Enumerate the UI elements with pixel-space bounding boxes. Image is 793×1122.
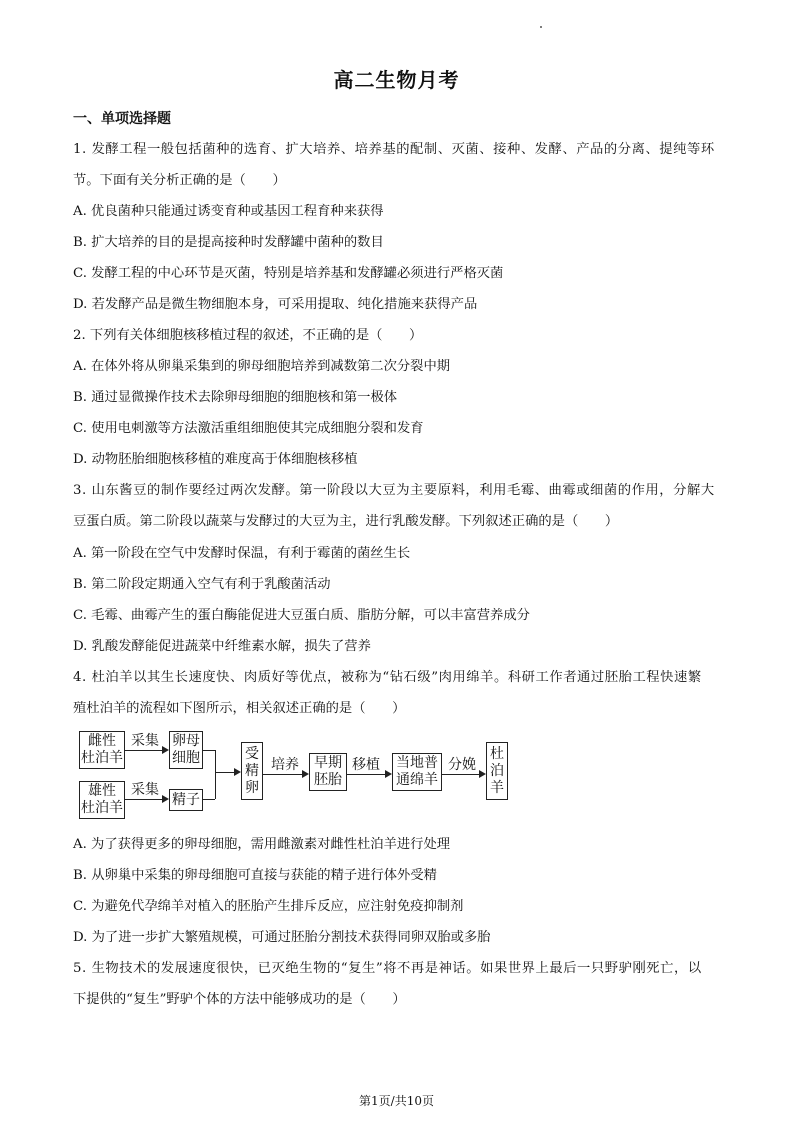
arrow-head bbox=[162, 795, 169, 803]
q3-stem-line1: 3. 山东酱豆的制作要经过两次发酵。第一阶段以大豆为主要原料，利用毛霉、曲霉或细菌的作用，分解大 bbox=[73, 483, 715, 498]
q3-option-d: D. 乳酸发酵能促进蔬菜中纤维素水解，损失了营养 bbox=[73, 639, 371, 654]
fertilized-egg-box: 受 精 卵 bbox=[241, 742, 263, 800]
arrow-line bbox=[347, 774, 385, 775]
connector-line bbox=[215, 750, 216, 799]
page-footer: 第1页/共10页 bbox=[359, 1094, 434, 1108]
early-embryo-box: 早期 胚胎 bbox=[309, 753, 347, 791]
connector-line bbox=[203, 799, 215, 800]
section-heading: 一、单项选择题 bbox=[73, 111, 171, 127]
page-title: 高二生物月考 bbox=[333, 68, 460, 92]
arrow-head bbox=[385, 770, 392, 778]
q2-option-b: B. 通过显微操作技术去除卵母细胞的细胞核和第一极体 bbox=[73, 390, 398, 405]
arrow-line bbox=[442, 774, 479, 775]
q5-stem-line2: 下提供的“复生”野驴个体的方法中能够成功的是（ ） bbox=[73, 992, 406, 1007]
male-sheep-box: 雄性 杜泊羊 bbox=[79, 781, 125, 819]
scan-dot bbox=[540, 26, 542, 28]
q4-stem-line2: 殖杜泊羊的流程如下图所示，相关叙述正确的是（ ） bbox=[73, 701, 406, 716]
arrow-head bbox=[234, 768, 241, 776]
arrow-line bbox=[125, 750, 162, 751]
q3-option-c: C. 毛霉、曲霉产生的蛋白酶能促进大豆蛋白质、脂肪分解，可以丰富营养成分 bbox=[73, 608, 530, 623]
q2-option-d: D. 动物胚胎细胞核移植的难度高于体细胞核移植 bbox=[73, 452, 358, 467]
oocyte-box: 卵母 细胞 bbox=[169, 731, 203, 769]
q2-option-a: A. 在体外将从卵巢采集到的卵母细胞培养到减数第二次分裂中期 bbox=[73, 359, 451, 374]
local-sheep-box: 当地普 通绵羊 bbox=[392, 753, 442, 791]
q4-option-c: C. 为避免代孕绵羊对植入的胚胎产生排斥反应，应注射免疫抑制剂 bbox=[73, 899, 464, 914]
q1-stem-line1: 1. 发酵工程一般包括菌种的选育、扩大培养、培养基的配制、灭菌、接种、发酵、产品的分离、提纯等环 bbox=[73, 142, 715, 157]
collect-label-top: 采集 bbox=[131, 733, 159, 749]
collect-label-bottom: 采集 bbox=[131, 782, 159, 798]
culture-label: 培养 bbox=[271, 757, 299, 773]
q5-stem-line1: 5. 生物技术的发展速度很快，已灭绝生物的“复生”将不再是神话。如果世界上最后一只野驴刚死亡，以 bbox=[73, 961, 702, 976]
result-sheep-box: 杜 泊 羊 bbox=[486, 742, 508, 800]
q3-stem-line2: 豆蛋白质。第二阶段以蔬菜与发酵过的大豆为主，进行乳酸发酵。下列叙述正确的是（ ） bbox=[73, 514, 619, 529]
arrow-head bbox=[302, 770, 309, 778]
q4-option-b: B. 从卵巢中采集的卵母细胞可直接与获能的精子进行体外受精 bbox=[73, 868, 437, 883]
q1-stem-line2: 节。下面有关分析正确的是（ ） bbox=[73, 173, 286, 188]
q2-stem-line1: 2. 下列有关体细胞核移植过程的叙述，不正确的是（ ） bbox=[73, 328, 423, 343]
arrow-head bbox=[479, 770, 486, 778]
q3-option-a: A. 第一阶段在空气中发酵时保温，有利于霉菌的菌丝生长 bbox=[73, 546, 411, 561]
transplant-label: 移植 bbox=[352, 757, 380, 773]
arrow-line bbox=[125, 799, 162, 800]
q4-option-a: A. 为了获得更多的卵母细胞，需用雌激素对雌性杜泊羊进行处理 bbox=[73, 837, 451, 852]
arrow-head bbox=[162, 746, 169, 754]
q2-option-c: C. 使用电刺激等方法激活重组细胞使其完成细胞分裂和发育 bbox=[73, 421, 424, 436]
q1-option-d: D. 若发酵产品是微生物细胞本身，可采用提取、纯化措施来获得产品 bbox=[73, 297, 478, 312]
female-sheep-box: 雌性 杜泊羊 bbox=[79, 731, 125, 769]
connector-line bbox=[203, 750, 215, 751]
birth-label: 分娩 bbox=[448, 757, 476, 773]
arrow-line bbox=[263, 774, 302, 775]
q1-option-b: B. 扩大培养的目的是提高接种时发酵罐中菌种的数目 bbox=[73, 235, 384, 250]
q4-stem-line1: 4. 杜泊羊以其生长速度快、肉质好等优点，被称为“钻石级”肉用绵羊。科研工作者通过胚胎工程快速繁 bbox=[73, 670, 702, 685]
sperm-box: 精子 bbox=[169, 789, 203, 811]
arrow-line bbox=[215, 772, 234, 773]
q1-option-c: C. 发酵工程的中心环节是灭菌，特别是培养基和发酵罐必须进行严格灭菌 bbox=[73, 266, 504, 281]
q3-option-b: B. 第二阶段定期通入空气有利于乳酸菌活动 bbox=[73, 577, 331, 592]
q4-option-d: D. 为了进一步扩大繁殖规模，可通过胚胎分割技术获得同卵双胎或多胎 bbox=[73, 930, 491, 945]
q1-option-a: A. 优良菌种只能通过诱变育种或基因工程育种来获得 bbox=[73, 204, 384, 219]
